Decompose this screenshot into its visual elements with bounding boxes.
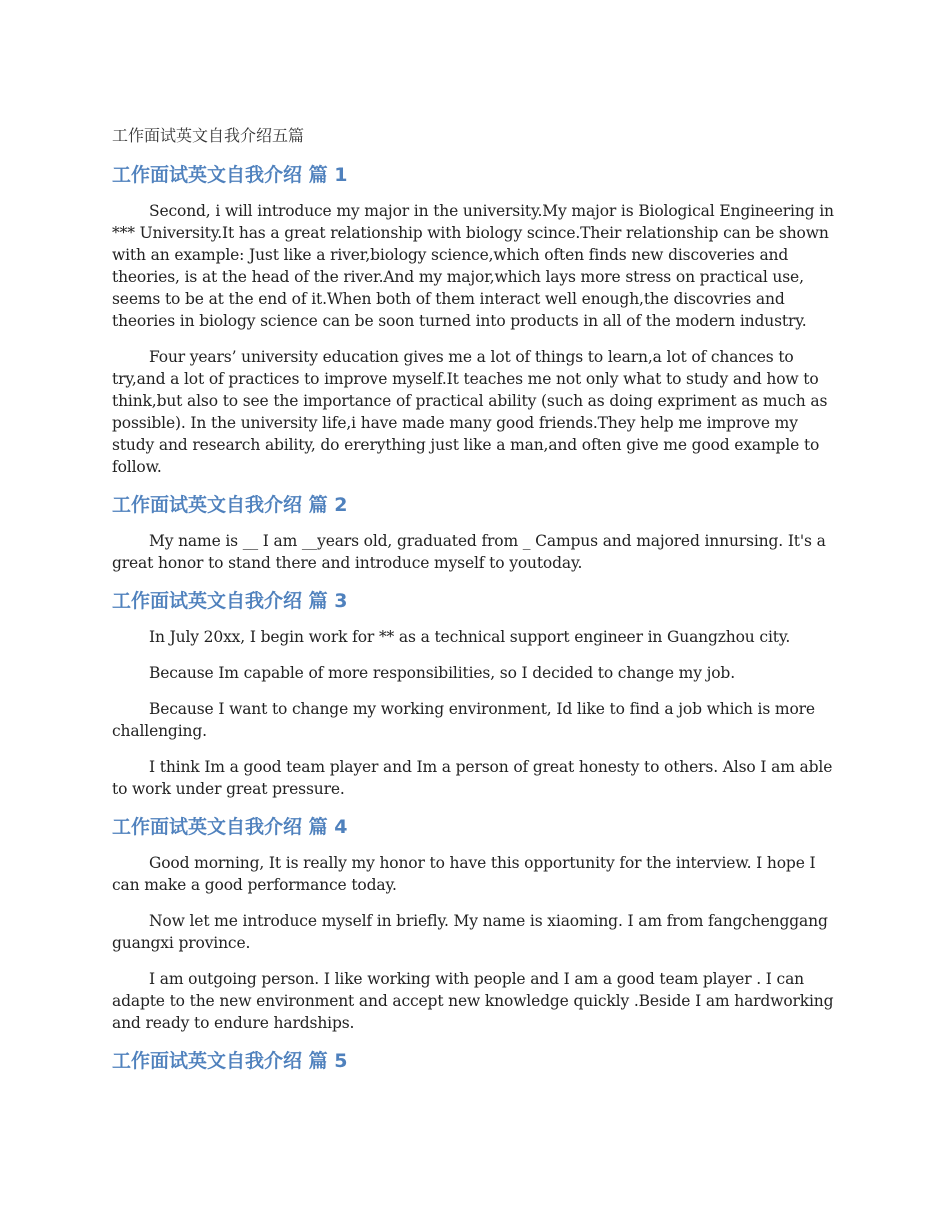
paragraph: My name is __ I am __years old, graduated from _ Campus and majored innursing. It's a great honor to stand there and introduce myself to youtoday. — [112, 532, 826, 572]
paragraph: Second, i will introduce my major in the university.My major is Biological Engineering in *** University.It has a great relationship with biology scince.Their relationship can be shown with an example: Just like a river,biology science,which often finds new discoveries and theories, is at the head of the river.And my major,which lays more stress on practical use, seems to be at the end of it.When both of them interact well enough,the discovries and theories in biology science can be soon turned into products in all of the modern industry. — [112, 202, 834, 330]
paragraph: In July 20xx, I begin work for ** as a technical support engineer in Guangzhou city. — [149, 628, 791, 646]
section-3 — [112, 588, 840, 800]
paragraph: Four years’ university education gives me a lot of things to learn,a lot of chances to try,and a lot of practices to improve myself.It teaches me not only what to study and how to think,but also to see the importance of practical ability (such as doing expriment as much as possible). In the university life,i have made many good friends.They help me improve my study and research ability, do ererything just like a man,and often give me good example to follow. — [112, 348, 828, 476]
section-5 — [112, 1048, 840, 1074]
section-4 — [112, 814, 840, 1034]
paragraph: Because I want to change my working environment, Id like to find a job which is more challenging. — [112, 700, 815, 740]
section-heading: 工作面试英文自我介绍 篇 4 — [112, 816, 348, 838]
paragraph: Good morning, It is really my honor to have this opportunity for the interview. I hope I can make a good performance today. — [112, 854, 816, 894]
document-title: 工作面试英文自我介绍五篇 — [112, 126, 305, 145]
paragraph: Because Im capable of more responsibilities, so I decided to change my job. — [149, 664, 735, 682]
section-heading: 工作面试英文自我介绍 篇 1 — [112, 164, 348, 186]
section-2 — [112, 492, 840, 574]
paragraph: I think Im a good team player and Im a person of great honesty to others. Also I am able to work under great pressure. — [112, 758, 833, 798]
section-heading: 工作面试英文自我介绍 篇 5 — [112, 1050, 348, 1072]
section-heading: 工作面试英文自我介绍 篇 2 — [112, 494, 348, 516]
section-1 — [112, 162, 840, 478]
document-page — [112, 124, 840, 1086]
paragraph: Now let me introduce myself in briefly. My name is xiaoming. I am from fangchenggang guangxi province. — [112, 912, 828, 952]
section-heading: 工作面试英文自我介绍 篇 3 — [112, 590, 348, 612]
paragraph: I am outgoing person. I like working with people and I am a good team player . I can adapte to the new environment and accept new knowledge quickly .Beside I am hardworking and ready to endure hardships. — [112, 970, 834, 1032]
